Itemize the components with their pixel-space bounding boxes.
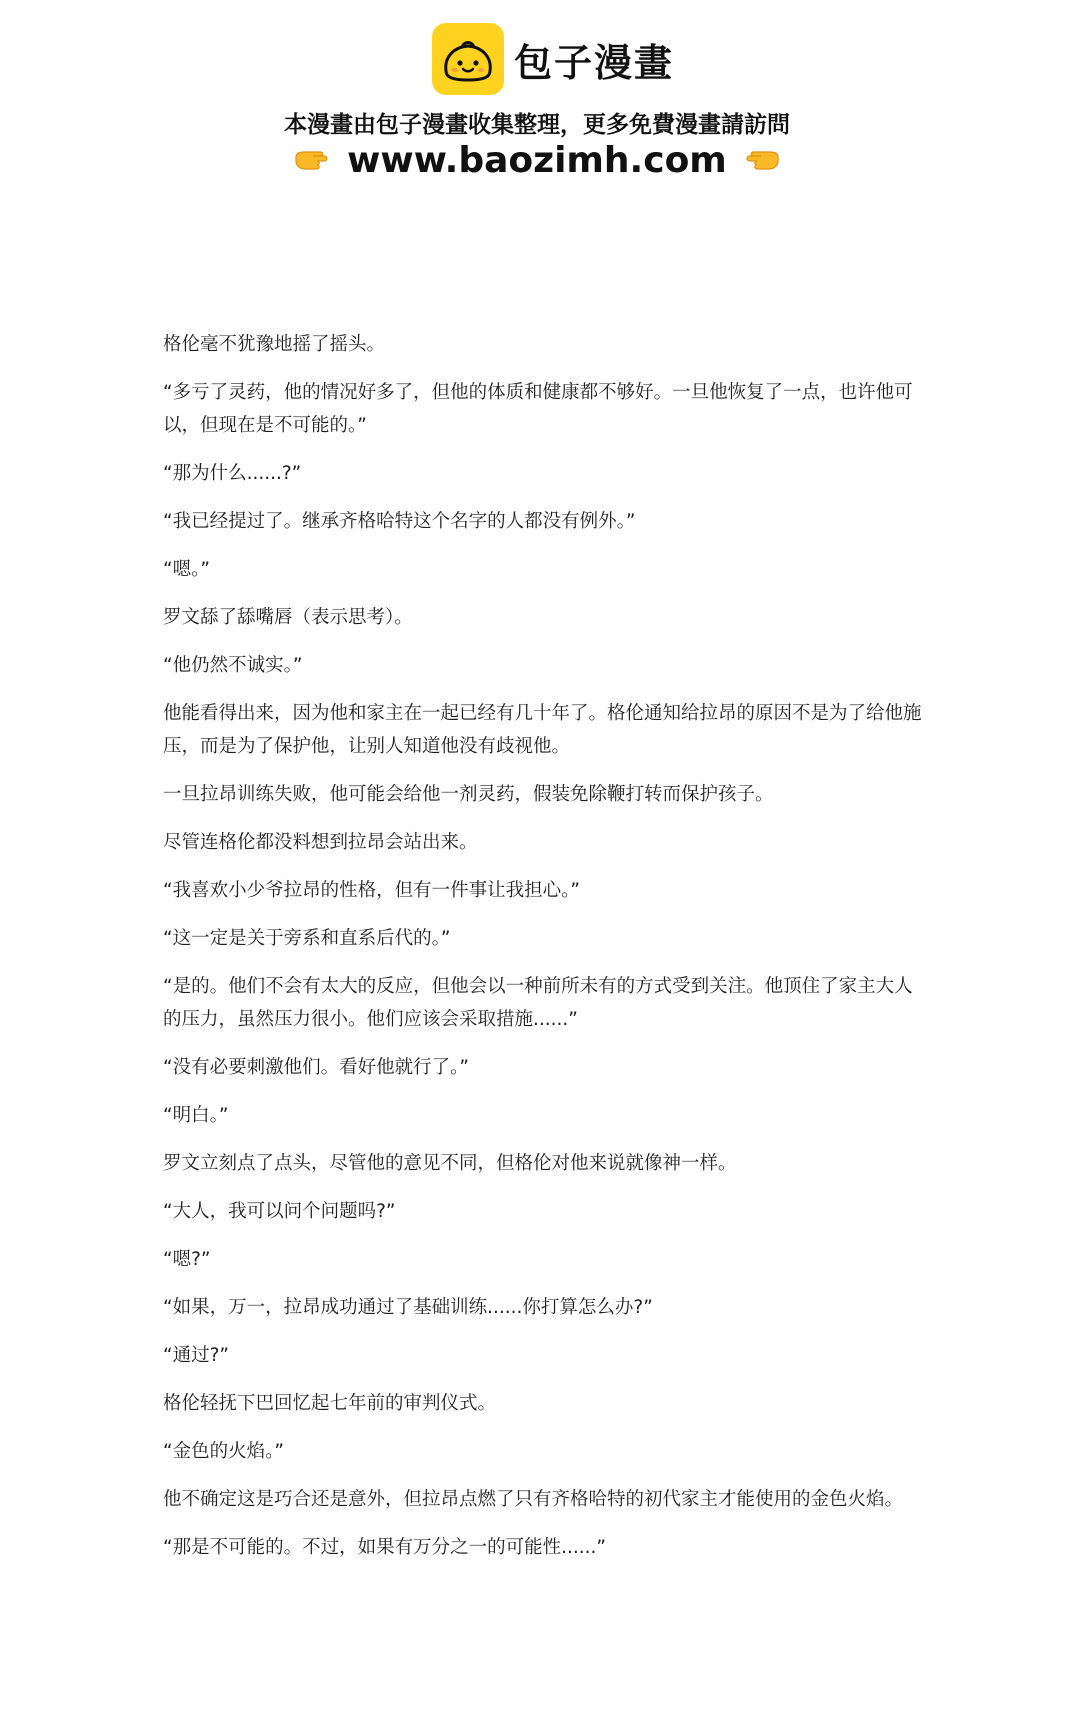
paragraph: 罗文舔了舔嘴唇（表示思考）。 [163,607,413,628]
chapter-text [163,328,923,1579]
bun-mascot-icon [432,23,504,95]
paragraph: 格伦毫不犹豫地摇了摇头。 [163,334,386,355]
paragraph: “没有必要刺激他们。看好他就行了。” [163,1057,469,1078]
paragraph: 格伦轻抚下巴回忆起七年前的审判仪式。 [163,1393,497,1414]
site-url-link[interactable]: www.baozimh.com [347,139,727,181]
paragraph: 一旦拉昂训练失败，他可能会给他一剂灵药，假装免除鞭打转而保护孩子。 [163,784,774,805]
url-row [0,138,1074,182]
paragraph: “如果，万一，拉昂成功通过了基础训练......你打算怎么办?” [163,1297,653,1318]
paragraph: “我已经提过了。继承齐格哈特这个名字的人都没有例外。” [163,511,636,532]
paragraph: “这一定是关于旁系和直系后代的。” [163,928,451,949]
brand[interactable] [432,23,674,95]
paragraph: “那为什么......?” [163,463,302,484]
paragraph: 他能看得出来，因为他和家主在一起已经有几十年了。格伦通知给拉昂的原因不是为了给他施压，而是为了保护他，让别人知道他没有歧视他。 [163,703,922,757]
paragraph: “他仍然不诚实。” [163,655,303,676]
paragraph: “是的。他们不会有太大的反应，但他会以一种前所未有的方式受到关注。他顶住了家主大人的压力，虽然压力很小。他们应该会采取措施......” [163,976,913,1030]
brand-name: 包子漫畫 [514,40,675,85]
paragraph: “金色的火焰。” [163,1441,284,1462]
paragraph: “嗯?” [163,1249,211,1270]
site-header [0,0,1074,200]
pointing-right-hand-icon [293,145,333,175]
paragraph: “那是不可能的。不过，如果有万分之一的可能性......” [163,1537,606,1558]
paragraph: 他不确定这是巧合还是意外，但拉昂点燃了只有齐格哈特的初代家主才能使用的金色火焰。 [163,1489,904,1510]
paragraph: “通过?” [163,1345,229,1366]
pointing-left-hand-icon [741,145,781,175]
paragraph: “嗯。” [163,559,210,580]
paragraph: 罗文立刻点了点头，尽管他的意见不同，但格伦对他来说就像神一样。 [163,1153,737,1174]
site-tagline: 本漫畫由包子漫畫收集整理，更多免費漫畫請訪問 [284,112,790,138]
paragraph: “我喜欢小少爷拉昂的性格，但有一件事让我担心。” [163,880,580,901]
paragraph: “多亏了灵药，他的情况好多了，但他的体质和健康都不够好。一旦他恢复了一点，也许他可以，但现在是不可能的。” [163,382,913,436]
paragraph: 尽管连格伦都没料想到拉昂会站出来。 [163,832,478,853]
paragraph: “大人，我可以问个问题吗?” [163,1201,396,1222]
paragraph: “明白。” [163,1105,229,1126]
